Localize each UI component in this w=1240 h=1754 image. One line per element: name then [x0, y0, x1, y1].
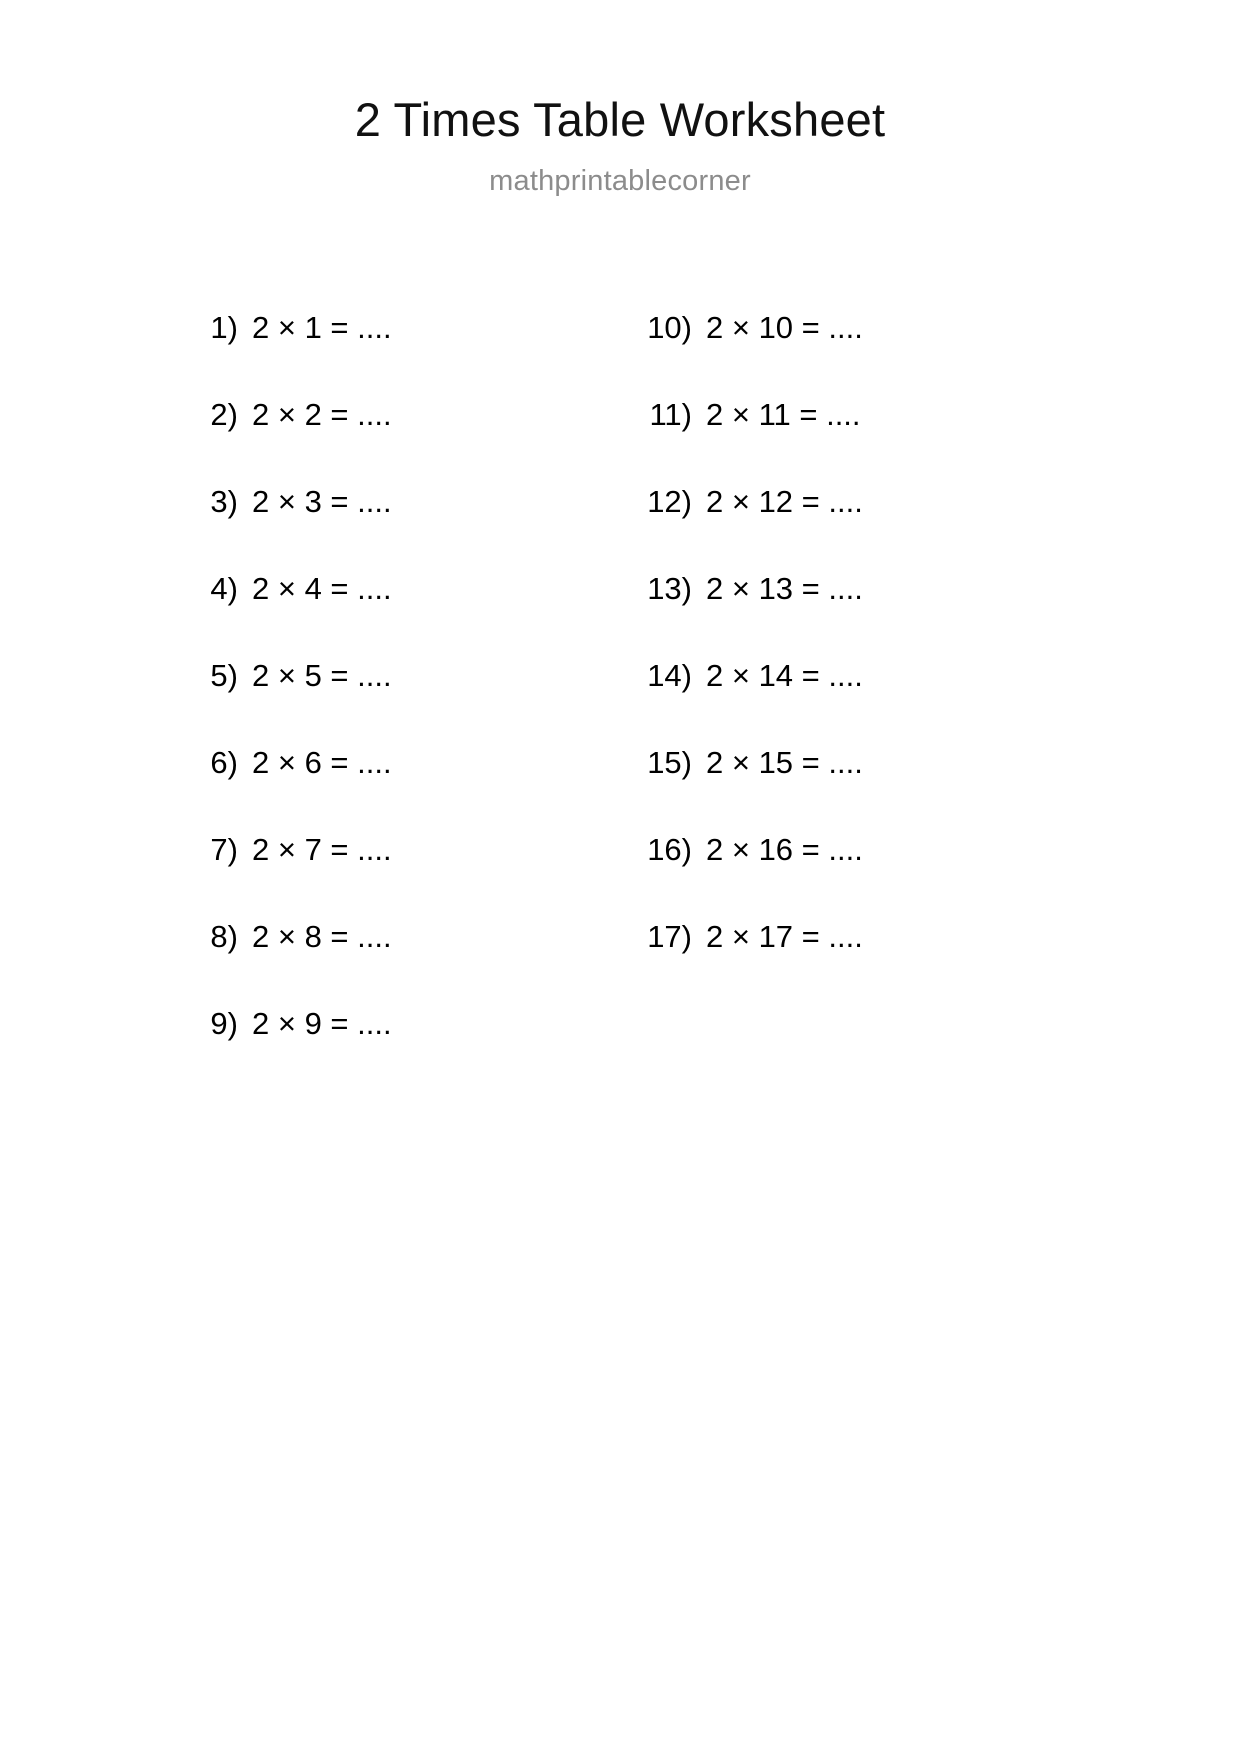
problem-expression: 2 × 10 = ....	[706, 310, 863, 345]
problem-expression: 2 × 12 = ....	[706, 484, 863, 519]
problem-number: 13)	[647, 571, 692, 606]
problem-item	[620, 458, 1060, 545]
problem-expression: 2 × 6 = ....	[252, 745, 392, 780]
problem-item	[620, 545, 1060, 632]
problem-expression: 2 × 1 = ....	[252, 310, 392, 345]
problem-expression: 2 × 8 = ....	[252, 919, 392, 954]
problem-number: 11)	[649, 397, 692, 432]
problem-item	[620, 806, 1060, 893]
problem-number: 3)	[210, 484, 238, 519]
problem-item	[180, 719, 620, 806]
problem-expression: 2 × 11 = ....	[706, 397, 861, 432]
problems-column-right	[620, 284, 1060, 980]
problem-item	[180, 284, 620, 371]
problem-number: 1)	[210, 310, 238, 345]
problem-number: 6)	[210, 745, 238, 780]
problem-item	[620, 719, 1060, 806]
problem-number: 7)	[210, 832, 238, 867]
problem-number: 12)	[647, 484, 692, 519]
problem-item	[180, 545, 620, 632]
problem-item	[620, 632, 1060, 719]
problem-item	[180, 806, 620, 893]
problem-number: 4)	[210, 571, 238, 606]
problem-item	[180, 980, 620, 1067]
problem-expression: 2 × 17 = ....	[706, 919, 863, 954]
problem-expression: 2 × 7 = ....	[252, 832, 392, 867]
problem-number: 9)	[210, 1006, 238, 1041]
problem-expression: 2 × 9 = ....	[252, 1006, 392, 1041]
problem-expression: 2 × 5 = ....	[252, 658, 392, 693]
problem-expression: 2 × 16 = ....	[706, 832, 863, 867]
problems-area	[0, 284, 1240, 1067]
problem-item	[180, 632, 620, 719]
problem-item	[620, 284, 1060, 371]
problem-item	[180, 458, 620, 545]
problem-number: 10)	[647, 310, 692, 345]
problem-expression: 2 × 3 = ....	[252, 484, 392, 519]
problem-number: 16)	[647, 832, 692, 867]
problem-number: 8)	[210, 919, 238, 954]
problem-expression: 2 × 13 = ....	[706, 571, 863, 606]
problem-expression: 2 × 15 = ....	[706, 745, 863, 780]
problem-expression: 2 × 14 = ....	[706, 658, 863, 693]
problem-number: 15)	[647, 745, 692, 780]
problem-number: 5)	[210, 658, 238, 693]
problems-column-left	[180, 284, 620, 1067]
problem-expression: 2 × 2 = ....	[252, 397, 392, 432]
page-title: 2 Times Table Worksheet	[354, 93, 886, 146]
problem-number: 17)	[647, 919, 692, 954]
problem-expression: 2 × 4 = ....	[252, 571, 392, 606]
page-subtitle: mathprintablecorner	[489, 165, 751, 197]
problem-item	[180, 371, 620, 458]
problem-number: 2)	[210, 397, 238, 432]
problem-item	[620, 371, 1060, 458]
problem-number: 14)	[647, 658, 692, 693]
problem-item	[180, 893, 620, 980]
problem-item	[620, 893, 1060, 980]
